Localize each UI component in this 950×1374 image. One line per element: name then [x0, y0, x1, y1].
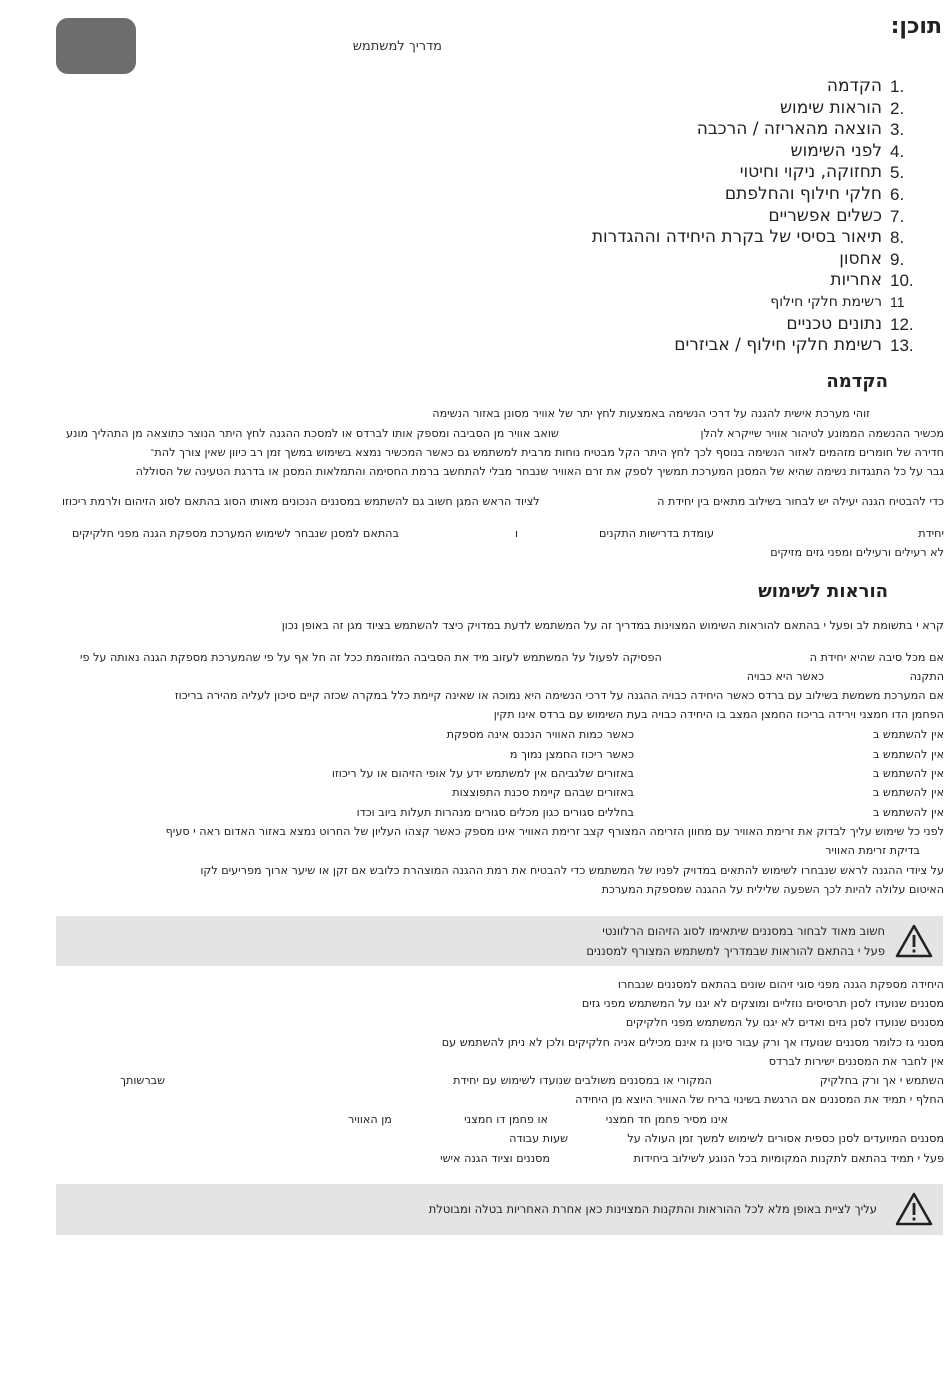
intro-line: שואב אוויר מן הסביבה ומספק אותו לברדס או למסכת ההגנה לחץ היתר הנוצר כתוצאה מן התהליך מונע	[66, 427, 559, 440]
filter-line: מסננים וציוד הגנה אישי	[440, 1152, 550, 1165]
filter-line: או פחמן דו חמצני	[464, 1113, 548, 1126]
intro-heading: הקדמה	[826, 371, 888, 392]
warning-text: עליך לציית באופן מלא לכל ההוראות והתקנות המצוינות כאן אחרת האחריות בטלה ומבוטלת	[428, 1202, 877, 1216]
intro-line: לציוד הראש המגן חשוב גם להשתמש במסננים הנכונים מאותו הסוג בהתאם לסוג הזיהום ולרמת ריכוזו	[62, 495, 540, 508]
toc-text: הוצאה מהאריזה / הרכבה	[696, 119, 882, 140]
usage-warning-label: אין להשתמש ב	[872, 767, 944, 780]
usage-heading: הוראות לשימוש	[758, 581, 888, 602]
intro-line: ו	[514, 527, 518, 540]
usage-line: כאשר היא כבויה	[746, 670, 824, 683]
toc-text: הקדמה	[826, 76, 882, 96]
intro-line: יחידת	[918, 527, 944, 540]
usage-warning-text: בחללים סגורים כגון מכלים סגורים מנהרות תעלות ביוב וכדו	[356, 806, 634, 819]
usage-line: האיטום עלולה להיות לכך השפעה שלילית על ההגנה שמספקת המערכת	[601, 883, 944, 896]
filter-line: מסננים המיועדים לסנן כספית אסורים לשימוש למשך זמן העולה על	[627, 1132, 944, 1145]
toc-item[interactable]	[592, 206, 932, 228]
usage-warning-text: כאשר כמות האוויר הנכנס אינה מספקת	[446, 728, 634, 741]
toc-item[interactable]	[592, 335, 932, 357]
logo-badge	[56, 18, 136, 74]
toc-number: 2.	[890, 98, 905, 118]
filter-line: מן האוויר	[348, 1113, 392, 1126]
toc-item[interactable]	[592, 249, 932, 271]
toc-item[interactable]	[592, 119, 932, 141]
toc-text: אחסון	[839, 248, 882, 269]
toc-text: כשלים אפשריים	[768, 205, 882, 226]
usage-line: קרא י בתשומת לב ופעל י בהתאם להוראות השימוש המצוינות במדריך זה על המשתמש לדעת במדויק כיצד להשתמש בציוד מגן זה באופן נכון	[281, 619, 944, 632]
usage-warning-label: אין להשתמש ב	[872, 786, 944, 799]
usage-line: בדיקת זרימת האוויר	[825, 844, 920, 857]
toc-item[interactable]	[592, 270, 932, 292]
filter-line: אין לחבר את המסננים ישירות לברדס	[768, 1055, 944, 1068]
usage-warning-label: אין להשתמש ב	[872, 748, 944, 761]
toc-item[interactable]	[592, 314, 932, 336]
filter-line: אינו מסיר פחמן חד חמצני	[605, 1113, 728, 1126]
toc-number: 8.	[890, 228, 905, 248]
intro-line: חדירה של חומרים מזהמים לאזור הנשימה בנוסף לכך לחץ היתר הקל מבטיח נוחות מרבית למשתמש גם כאשר המכשיר נמצא בשימוש במשך זמן רב כיוון שאין צורך להת־	[150, 446, 944, 459]
usage-warning-text: באזורים שבהם קיימת סכנת התפוצצות	[452, 786, 634, 799]
toc-item[interactable]	[592, 292, 932, 314]
toc-item[interactable]	[592, 98, 932, 120]
document-title: מדריך למשתמש	[352, 39, 442, 54]
toc-number: 4.	[890, 141, 905, 161]
toc-text: רשימת חלקי חילוף	[770, 293, 882, 310]
usage-line: על ציודי ההגנה לראש שנבחרו לשימוש להתאים במדויק לפניו של המשתמש כדי להבטיח את רמת ההגנה המוצהרת כלובש אם זקן או שיער ארוך מפריעים לקו	[200, 864, 944, 877]
usage-warning-text: באזורים שלגביהם אין למשתמש ידע על אופי הזיהום או על ריכוזו	[331, 767, 634, 780]
toc-text: לפני השימוש	[790, 140, 882, 161]
toc-item[interactable]	[592, 227, 932, 249]
warning-box	[56, 1184, 943, 1235]
filter-line: החלף י תמיד את המסננים אם הרגשת בשינוי בריח של האוויר היוצא מן היחידה	[575, 1093, 944, 1106]
toc-text: אחריות	[830, 270, 882, 291]
toc-number: 12.	[890, 314, 914, 334]
toc-text: נתונים טכניים	[786, 313, 882, 334]
intro-line: לא רעילים ורעילים ומפני גזים מזיקים	[770, 546, 944, 559]
usage-line: הפסיקה לפעול על המשתמש לעזוב מיד את הסביבה המזוהמת ככל זה חל אף על פי שהמערכת מספקת הגנה נאותה על פי	[80, 651, 662, 664]
toc-item[interactable]	[592, 141, 932, 163]
toc-text: רשימת חלקי חילוף / אביזרים	[674, 335, 882, 356]
usage-warning-text: כאשר ריכוז החמצן נמוך מ	[509, 748, 634, 761]
toc-number: 11	[890, 293, 905, 310]
toc-text: הוראות שימוש	[780, 97, 882, 118]
intro-line: גבר על כל התנגדות נשימה שהיא של המסנן המערכת תמשיך לספק את זרם האוויר שנבחר מבלי להתחשב ברמת החסימה והתמלאות המסנן או בדרגת הטעינה של הסוללה	[135, 465, 944, 478]
filter-line: שברשותך	[120, 1074, 166, 1087]
filter-line: המקורי או במסננים משולבים שנועדו לשימוש עם יחידת	[453, 1074, 712, 1087]
usage-line: הפחמן הדו חמצני וירידה בריכוז החמצן המצב בו היחידה כבויה בעת השימוש עם ברדס אינו תקין	[493, 708, 944, 721]
toc-number: 7.	[890, 206, 905, 226]
warning-triangle-icon	[895, 1192, 933, 1226]
toc-number: 13.	[890, 336, 914, 356]
intro-line: זוהי מערכת אישית להגנה על דרכי הנשימה באמצעות לחץ יתר של אוויר מסונן באזור הנשימה	[432, 407, 870, 420]
toc-number: 1.	[890, 77, 905, 96]
toc-item[interactable]	[592, 76, 932, 98]
intro-line: עומדת בדרישות התקנים	[599, 527, 714, 540]
filter-line: מסנני גז כלומר מסננים שנועדו אך ורק עבור סינון גז אינם מכילים אניה חלקיקים ולכן לא ניתן להשתמש עם	[441, 1036, 944, 1049]
filter-line: מסננים שנועדו לסנן גזים ואדים לא יגנו על המשתמש מפני חלקיקים	[625, 1016, 944, 1029]
usage-line: לפני כל שימוש עליך לבדוק את זרימת האוויר עם מחוון הזרימה המצורף קצב זרימת האוויר אינו מספק כאשר קצהו העליון של החרוט נמצא באזור האדום ראה י סעיף	[165, 825, 944, 838]
toc-number: 6.	[890, 184, 905, 204]
filter-line: שעות עבודה	[509, 1132, 568, 1145]
toc-item[interactable]	[592, 184, 932, 206]
toc-text: תחזוקה, ניקוי וחיטוי	[739, 162, 882, 183]
toc-number: 3.	[890, 120, 905, 140]
toc-text: חלקי חילוף והחלפתם	[724, 183, 882, 204]
toc-item[interactable]	[592, 162, 932, 184]
filter-line: השתמש י אך ורק בחלקיק	[819, 1074, 944, 1087]
table-of-contents	[592, 76, 932, 357]
toc-number: 5.	[890, 163, 905, 183]
toc-title: תוכן:	[890, 14, 942, 39]
intro-line: כדי להבטיח הגנה יעילה יש לבחור בשילוב מתאים בין יחידת ה	[657, 495, 944, 508]
warning-text: חשוב מאוד לבחור במסננים שיתאימו לסוג הזיהום הרלוונטי	[602, 924, 885, 938]
filter-line: מסננים שנועדו לסנן תרסיסים נוזליים ומוצקים לא יגנו על המשתמש מפני גזים	[581, 997, 944, 1010]
usage-warning-label: אין להשתמש ב	[872, 728, 944, 741]
toc-number: 9.	[890, 249, 905, 269]
warning-text: פעל י בהתאם להוראות שבמדריך למשתמש המצורף למסננים	[586, 944, 885, 958]
usage-line: התקנה	[909, 670, 944, 683]
filter-line: פעל י תמיד בהתאם לתקנות המקומיות בכל הנוגע לשילוב ביחידות	[633, 1152, 944, 1165]
warning-triangle-icon	[895, 924, 933, 958]
filter-line: היחידה מספקת הגנה מפני סוגי זיהום שונים בהתאם למסננים שנבחרו	[617, 978, 944, 991]
usage-line: אם המערכת משמשת בשילוב עם ברדס כאשר היחידה כבויה ההגנה על דרכי הנשימה היא נמוכה או שאינה קיימת כלל במקרה שכזה קיים סיכון לעליה מהירה בריכוז	[174, 689, 944, 702]
usage-line: אם מכל סיבה שהיא יחידת ה	[809, 651, 944, 664]
usage-warning-label: אין להשתמש ב	[872, 806, 944, 819]
warning-box	[56, 916, 943, 966]
intro-line: בהתאם למסנן שנבחר לשימוש המערכת מספקת הגנה מפני חלקיקים	[72, 527, 399, 540]
intro-line: מכשיר ההנשמה הממונע לטיהור אוויר שייקרא להלן	[700, 427, 944, 440]
toc-number: 10.	[890, 271, 914, 291]
toc-text: תיאור בסיסי של בקרת היחידה וההגדרות	[591, 227, 882, 248]
